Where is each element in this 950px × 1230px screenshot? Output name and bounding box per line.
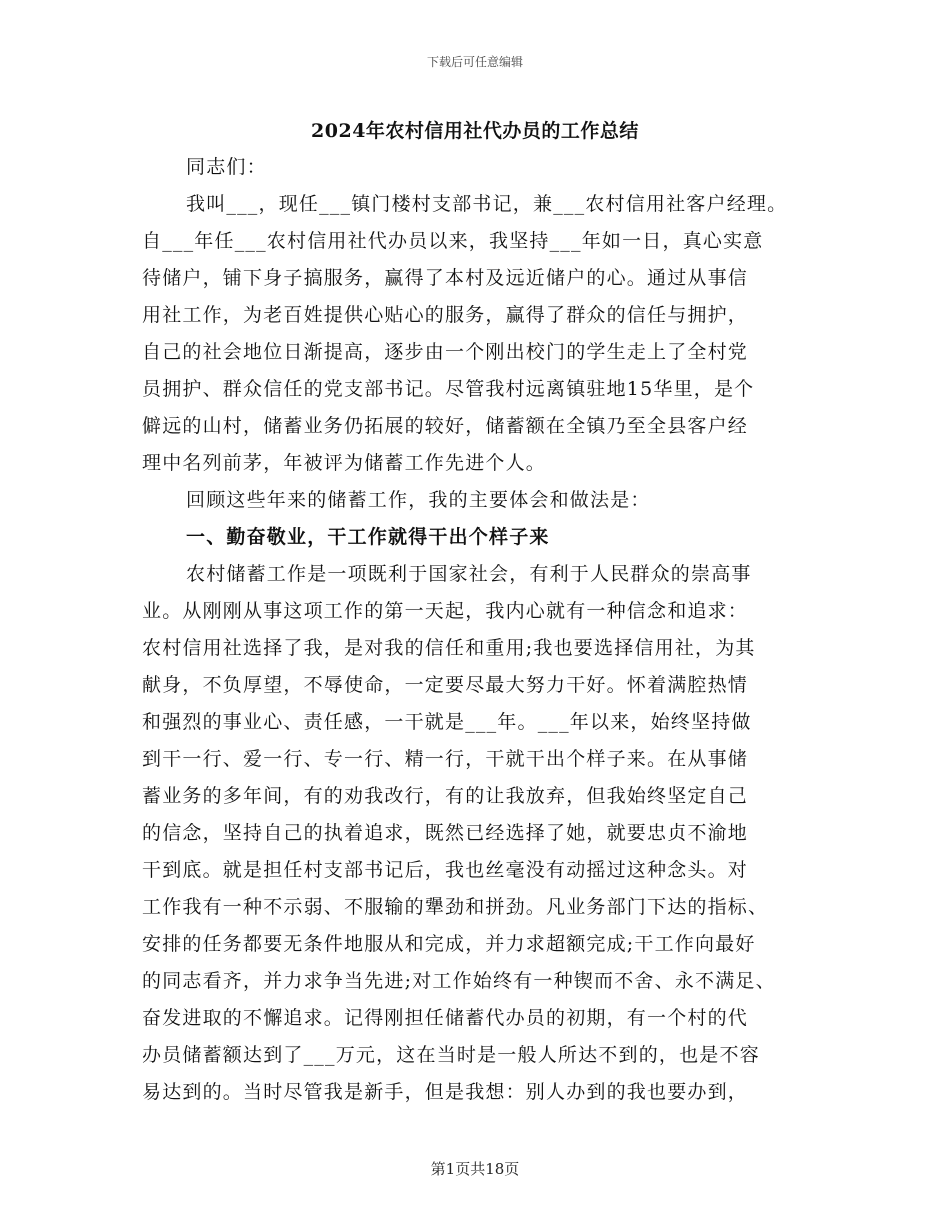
section-heading: 一、勤奋敬业，干工作就得干出个样子来 — [186, 526, 550, 548]
document-title: 2024年农村信用社代办员的工作总结 — [311, 120, 639, 142]
paragraph-line: 农村信用社选择了我，是对我的信任和重用;我也要选择信用社，为其 — [142, 637, 756, 659]
paragraph-line: 自___年任___农村信用社代办员以来，我坚持___年如一日，真心实意 — [142, 230, 764, 252]
paragraph-line: 办员储蓄额达到了___万元，这在当时是一般人所达不到的，也是不容 — [142, 1044, 760, 1066]
page-header-note: 下载后可任意编辑 — [426, 55, 523, 69]
paragraph-line: 和强烈的事业心、责任感，一干就是___年。___年以来，始终坚持做 — [142, 711, 752, 733]
paragraph-line: 奋发进取的不懈追求。记得刚担任储蓄代办员的初期，有一个村的代 — [142, 1007, 749, 1029]
paragraph-line: 献身，不负厚望，不辱使命，一定要尽最大努力干好。怀着满腔热情 — [142, 674, 749, 696]
paragraph-line: 我叫___，现任___镇门楼村支部书记，兼___农村信用社客户经理。 — [186, 193, 788, 215]
paragraph-line: 僻远的山村，储蓄业务仍拓展的较好，储蓄额在全镇乃至全县客户经 — [142, 415, 749, 437]
paragraph-line: 的信念，坚持自己的执着追求，既然已经选择了她，就要忠贞不渝地 — [142, 822, 749, 844]
document-body — [142, 149, 822, 1111]
paragraph-line: 的同志看齐，并力求争当先进;对工作始终有一种锲而不舍、永不满足、 — [142, 970, 776, 992]
paragraph-line: 员拥护、群众信任的党支部书记。尽管我村远离镇驻地15华里，是个 — [142, 378, 755, 400]
paragraph-line: 同志们： — [186, 156, 267, 178]
paragraph-line: 蓄业务的多年间，有的劝我改行，有的让我放弃，但我始终坚定自己 — [142, 785, 749, 807]
paragraph-line: 干到底。就是担任村支部书记后，我也丝毫没有动摇过这种念头。对 — [142, 859, 749, 881]
paragraph-line: 用社工作，为老百姓提供心贴心的服务，赢得了群众的信任与拥护， — [142, 304, 749, 326]
paragraph-line: 回顾这些年来的储蓄工作，我的主要体会和做法是： — [186, 489, 651, 511]
paragraph-line: 业。从刚刚从事这项工作的第一天起，我内心就有一种信念和追求： — [142, 600, 749, 622]
paragraph-line: 易达到的。当时尽管我是新手，但是我想：别人办到的我也要办到， — [142, 1081, 749, 1103]
paragraph-line: 理中名列前茅，年被评为储蓄工作先进个人。 — [142, 452, 547, 474]
paragraph-line: 安排的任务都要无条件地服从和完成，并力求超额完成;干工作向最好 — [142, 933, 756, 955]
page-footer: 第1页共18页 — [430, 1160, 520, 1178]
paragraph-line: 农村储蓄工作是一项既利于国家社会，有利于人民群众的崇高事 — [186, 563, 752, 585]
paragraph-line: 工作我有一种不示弱、不服输的犟劲和拼劲。凡业务部门下达的指标、 — [142, 896, 769, 918]
paragraph-line: 到干一行、爱一行、专一行、精一行，干就干出个样子来。在从事储 — [142, 748, 749, 770]
paragraph-line: 待储户，铺下身子搞服务，赢得了本村及远近储户的心。通过从事信 — [142, 267, 749, 289]
paragraph-line: 自己的社会地位日渐提高，逐步由一个刚出校门的学生走上了全村党 — [142, 341, 749, 363]
